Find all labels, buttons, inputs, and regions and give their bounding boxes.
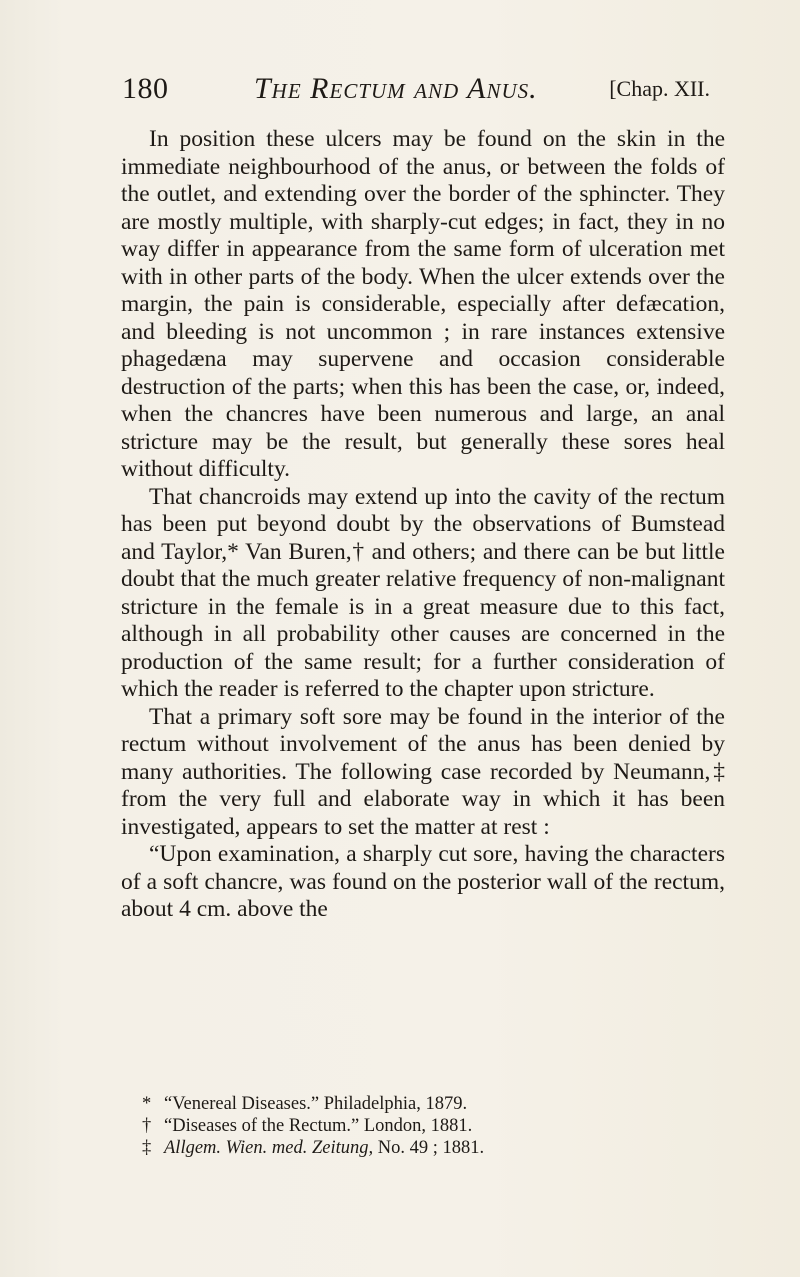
- paragraph: That chancroids may extend up into the cavity of the rectum has been put beyond doubt by the observations of Bumstead and Taylor,* Van Buren,† and others; and there can be but little doubt that the much greater relative frequency of non-malignant stricture in the female is in a great measure due to this fact, although in all probability other causes are concerned in the production of the same result; for a further consideration of which the reader is referred to the chapter upon stricture.: [121, 483, 725, 702]
- paragraph: “Upon examination, a sharply cut sore, having the characters of a soft chancre, was found on the posterior wall of the rectum, about 4 cm. above the: [121, 841, 725, 922]
- page-header: [122, 72, 722, 116]
- paragraph: That a primary soft sore may be found in the interior of the rectum without involvement of the anus has been denied by many authorities. The following case recorded by Neumann,‡ from the very full and elaborate way in which it has been investigated, appears to set the matter at rest :: [121, 703, 725, 840]
- running-title: The Rectum and Anus.: [254, 72, 538, 105]
- footnote: [142, 1137, 702, 1159]
- chapter-reference: [Chap. XII.: [609, 76, 710, 101]
- footnote-mark: *: [142, 1094, 152, 1114]
- footnote-text: “Diseases of the Rectum.” London, 1881.: [164, 1116, 473, 1136]
- footnote-journal-title: Allgem. Wien. med. Zeitung,: [164, 1138, 374, 1158]
- footnote: [142, 1093, 702, 1115]
- footnote-text: “Venereal Diseases.” Philadelphia, 1879.: [164, 1094, 468, 1114]
- footnote-mark: †: [142, 1116, 152, 1136]
- footnote-mark: ‡: [142, 1138, 152, 1158]
- page-number: 180: [122, 72, 169, 105]
- body-text: [121, 126, 725, 924]
- paragraph: In position these ulcers may be found on the skin in the immediate neighbourhood of the anus, or between the folds of the outlet, and extending over the border of the sphincter. They are mostly multiple, with sharply-cut edges; in fact, they in no way differ in appearance from the same form of ulceration met with in other parts of the body. When the ulcer extends over the margin, the pain is considerable, especially after defæcation, and bleeding is not uncommon ; in rare instances extensive phagedæna may supervene and occasion considerable destruction of the parts; when this has been the case, or, indeed, when the chancres have been numerous and large, an anal stricture may be the result, but generally these sores heal without difficulty.: [121, 126, 725, 482]
- footnotes: [142, 1093, 702, 1159]
- footnote-text: No. 49 ; 1881.: [373, 1138, 485, 1158]
- footnote: [142, 1115, 702, 1137]
